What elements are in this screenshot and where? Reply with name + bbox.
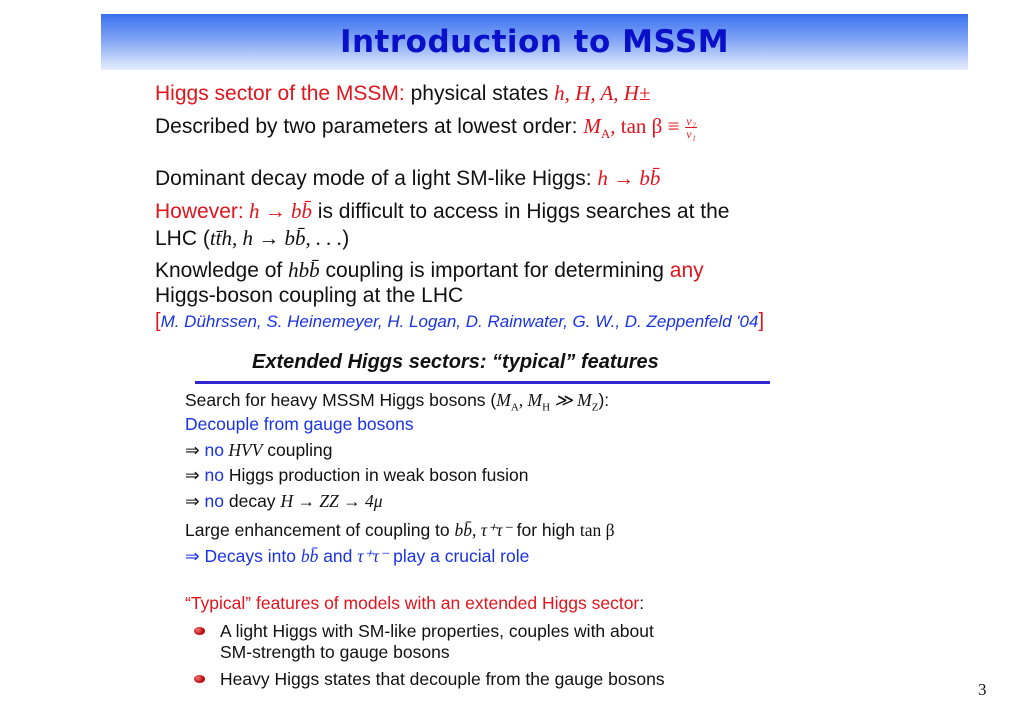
feature-item-1-line1: A light Higgs with SM-like properties, couples with about	[220, 621, 654, 641]
reference-citation: [M. Dührssen, S. Heinemeyer, H. Logan, D. Rainwater, G. W., D. Zeppenfeld '04]	[155, 310, 765, 332]
bullet-icon	[194, 627, 205, 635]
decouple-line: Decouple from gauge bosons	[185, 414, 414, 434]
feature-item-2: Heavy Higgs states that decouple from the gauge bosons	[220, 669, 665, 689]
heading-rule	[195, 381, 770, 384]
dominant-decay-line: Dominant decay mode of a light SM-like Higgs: h → bb̄	[155, 166, 661, 190]
higgs-sector-line: Higgs sector of the MSSM: physical states h, H, A, H±	[155, 81, 651, 105]
no-production-line: ⇒ no Higgs production in weak boson fusion	[185, 465, 529, 485]
search-line: Search for heavy MSSM Higgs bosons ($M_A$, $M_H$ ≫ $M_Z$):	[185, 390, 610, 414]
knowledge-line: Knowledge of hbb̄ coupling is important for determining any	[155, 258, 704, 282]
however-line: However: h → bb̄ is difficult to access in Higgs searches at the	[155, 199, 730, 223]
tanbeta-fraction: $\frac{\text{v₂}}{\text{v₁}}$	[686, 113, 696, 141]
features-heading: “Typical” features of models with an extended Higgs sector:	[185, 593, 645, 613]
title-banner	[101, 14, 968, 70]
enhancement-line: Large enhancement of coupling to bb̄, τ⁺τ⁻ for high tan β	[185, 520, 615, 540]
lhc-line: LHC (tt̄h, h → bb̄, . . .)	[155, 226, 350, 250]
bullet-icon	[194, 675, 205, 683]
parameters-line: Described by two parameters at lowest order: $M_A$, tan β ≡ $\frac{\text{v₂}}{\text{v₁}}$	[155, 113, 696, 142]
subslide-heading: Extended Higgs sectors: “typical” features	[252, 351, 659, 373]
feature-item-1-line2: SM-strength to gauge bosons	[220, 642, 450, 662]
slide-title: Introduction to MSSM	[339, 24, 730, 60]
decays-line: ⇒ Decays into bb̄ and τ⁺τ⁻ play a crucial role	[185, 546, 530, 566]
no-hvv-line: ⇒ no HVV coupling	[185, 440, 333, 460]
page-number: 3	[978, 680, 987, 699]
coupling-line: Higgs-boson coupling at the LHC	[155, 284, 464, 307]
no-decay-line: ⇒ no decay H → ZZ → 4μ	[185, 491, 383, 511]
